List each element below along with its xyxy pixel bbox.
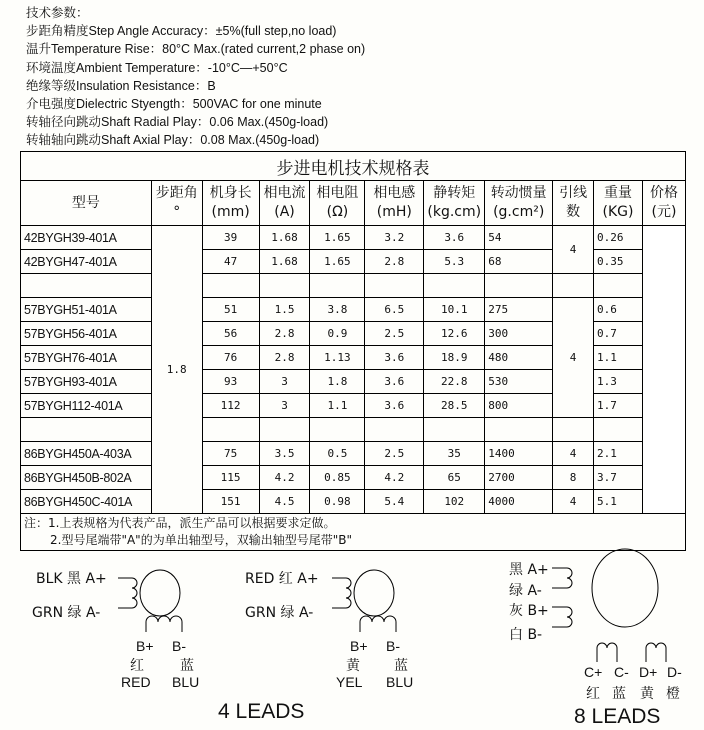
d3-d-minus-color: 橙 [666,686,680,702]
ind-cell: 3.6 [365,370,424,394]
res-cell: 3.8 [310,298,365,322]
torque-cell: 18.9 [424,346,485,370]
leads-cell: 4 [553,442,594,466]
model-cell: 42BYGH47-401A [21,250,152,274]
ind-cell: 2.5 [365,322,424,346]
weight-cell: 1.3 [594,370,643,394]
len-cell: 51 [202,298,259,322]
inertia-cell: 480 [485,346,553,370]
torque-cell: 5.3 [424,250,485,274]
torque-cell: 35 [424,442,485,466]
header-unit: (kg.cm) [427,204,482,220]
ind-cell: 4.2 [365,466,424,490]
d3-a-plus-label: 黑 A+ [509,562,549,578]
d3-b-minus-label: 白 B- [509,627,543,643]
leads-cell: 4 [553,226,594,274]
param-axial-play: 转轴轴向跳动Shaft Axial Play：0.08 Max.(450g-load) [26,133,320,148]
len-cell: 56 [202,322,259,346]
d3-c-plus-color: 红 [586,686,600,702]
coil-diagram-3 [552,549,666,662]
d3-c-minus-color: 蓝 [612,686,626,702]
res-cell: 1.8 [310,370,365,394]
cur-cell: 3.5 [259,442,310,466]
cur-cell: 1.68 [259,226,310,250]
header-label: 相电感 [373,185,416,201]
ind-cell: 3.2 [365,226,424,250]
len-cell: 112 [202,394,259,418]
cur-cell: 4.5 [259,490,310,514]
res-cell: 0.85 [310,466,365,490]
inertia-cell: 54 [485,226,553,250]
eight-leads-label: 8 LEADS [574,705,661,728]
weight-cell: 0.26 [594,226,643,250]
torque-cell: 28.5 [424,394,485,418]
torque-cell: 65 [424,466,485,490]
weight-cell: 0.7 [594,322,643,346]
torque-cell: 10.1 [424,298,485,322]
len-cell: 75 [202,442,259,466]
ind-cell: 2.5 [365,442,424,466]
param-ambient-temperature: 环境温度Ambient Temperature：-10°C—+50°C [26,60,288,75]
res-cell: 1.13 [310,346,365,370]
header-label: 转动惯量 [490,185,547,201]
inertia-cell: 300 [485,322,553,346]
weight-cell: 2.1 [594,442,643,466]
d3-b-plus-label: 灰 B+ [509,603,549,619]
header-label: 型号 [71,194,100,211]
inertia-cell: 2700 [485,466,553,490]
cur-cell: 3 [259,394,310,418]
leads-cell: 4 [553,298,594,418]
cur-cell: 1.5 [259,298,310,322]
four-leads-label: 4 LEADS [218,700,305,723]
inertia-cell: 68 [485,250,553,274]
param-step-accuracy: 步距角精度Step Angle Accuracy：±5%(full step,no load) [26,24,337,39]
header-unit: 数 [566,204,581,220]
ind-cell: 5.4 [365,490,424,514]
res-cell: 1.1 [310,394,365,418]
inertia-cell: 800 [485,394,553,418]
model-cell: 42BYGH39-401A [21,226,152,250]
torque-cell: 102 [424,490,485,514]
param-insulation: 绝缘等级Insulation Resistance：B [26,78,216,93]
cur-cell: 2.8 [259,322,310,346]
leads-cell: 4 [553,490,594,514]
coil-diagram-1 [118,570,182,632]
weight-cell: 1.7 [594,394,643,418]
d2-b-plus-label: B+ [350,638,368,654]
cur-cell: 3 [259,370,310,394]
header-unit: (mH) [376,204,412,220]
len-cell: 47 [202,250,259,274]
cur-cell: 4.2 [259,466,310,490]
step-angle-cell: 1.8 [151,226,202,514]
header-label: 引线 [559,185,588,201]
params-heading: 技术参数： [26,6,89,20]
len-cell: 93 [202,370,259,394]
header-unit: (KG) [602,204,634,220]
inertia-cell: 1400 [485,442,553,466]
param-radial-play: 转轴径向跳动Shaft Radial Play：0.06 Max.(450g-load) [26,115,329,130]
note-2: 2.型号尾端带"A"的为单出轴型号，双输出轴型号尾带"B" [50,533,352,547]
param-dielectric: 介电强度Dielectric Styength：500VAC for one minute [26,97,322,112]
header-label: 价格 [649,185,678,201]
d2-a-minus-label: GRN 绿 A- [245,605,314,621]
model-cell: 57BYGH76-401A [21,346,152,370]
d1-b-plus-color-en: RED [121,674,151,690]
d3-d-plus-color: 黄 [640,686,654,702]
note-1: 注：1.上表规格为代表产品，派生产品可以根据要求定做。 [24,516,336,530]
weight-cell: 0.6 [594,298,643,322]
header-label: 相电流 [263,185,306,201]
header-unit: (mm) [211,204,250,220]
torque-cell: 3.6 [424,226,485,250]
model-cell: 57BYGH56-401A [21,322,152,346]
torque-cell: 12.6 [424,322,485,346]
d1-a-minus-label: GRN 绿 A- [32,605,101,621]
len-cell: 39 [202,226,259,250]
header-label: 重量 [603,185,632,201]
inertia-cell: 4000 [485,490,553,514]
torque-cell: 22.8 [424,370,485,394]
d1-b-plus-label: B+ [136,638,154,654]
coil-diagram-2 [332,570,396,632]
len-cell: 115 [202,466,259,490]
leads-cell: 8 [553,466,594,490]
d2-b-minus-label: B- [386,638,400,654]
weight-cell: 1.1 [594,346,643,370]
d2-b-plus-color-en: YEL [336,674,363,690]
ind-cell: 2.8 [365,250,424,274]
d3-d-plus-label: D+ [639,664,658,680]
model-cell: 86BYGH450A-403A [21,442,152,466]
header-label: 机身长 [209,185,252,201]
cur-cell: 1.68 [259,250,310,274]
model-cell: 57BYGH93-401A [21,370,152,394]
len-cell: 76 [202,346,259,370]
model-cell: 86BYGH450B-802A [21,466,152,490]
d1-b-minus-color-en: BLU [172,674,200,690]
d2-b-minus-color-en: BLU [386,674,414,690]
header-label: 相电阻 [316,185,359,201]
d1-b-plus-color: 红 [130,658,144,674]
header-unit: (Ω) [326,204,349,220]
d1-b-minus-color: 蓝 [180,658,194,674]
param-temperature-rise: 温升Temperature Rise：80°C Max.(rated current,2 phase on) [26,42,366,57]
d1-a-plus-label: BLK 黑 A+ [36,571,107,587]
weight-cell: 3.7 [594,466,643,490]
d2-b-plus-color: 黄 [346,658,360,674]
d3-c-plus-label: C+ [584,664,603,680]
res-cell: 1.65 [310,250,365,274]
d1-b-minus-label: B- [172,638,186,654]
header-label: 静转矩 [433,185,476,201]
ind-cell: 3.6 [365,346,424,370]
cur-cell: 2.8 [259,346,310,370]
res-cell: 1.65 [310,226,365,250]
model-cell: 86BYGH450C-401A [21,490,152,514]
res-cell: 0.98 [310,490,365,514]
d3-d-minus-label: D- [667,664,682,680]
model-cell: 57BYGH112-401A [21,394,152,418]
header-label: 步距角 [155,185,198,201]
header-unit: ° [173,204,181,220]
inertia-cell: 275 [485,298,553,322]
model-cell: 57BYGH51-401A [21,298,152,322]
d2-a-plus-label: RED 红 A+ [245,571,319,587]
header-unit: (g.cm²) [493,204,545,220]
res-cell: 0.5 [310,442,365,466]
weight-cell: 5.1 [594,490,643,514]
table-title: 步进电机技术规格表 [21,152,686,181]
header-unit: (A) [274,204,295,220]
inertia-cell: 530 [485,370,553,394]
len-cell: 151 [202,490,259,514]
ind-cell: 6.5 [365,298,424,322]
header-unit: (元) [651,204,677,220]
weight-cell: 0.35 [594,250,643,274]
res-cell: 0.9 [310,322,365,346]
d3-c-minus-label: C- [614,664,629,680]
ind-cell: 3.6 [365,394,424,418]
d2-b-minus-color: 蓝 [394,658,408,674]
d3-a-minus-label: 绿 A- [509,583,542,599]
